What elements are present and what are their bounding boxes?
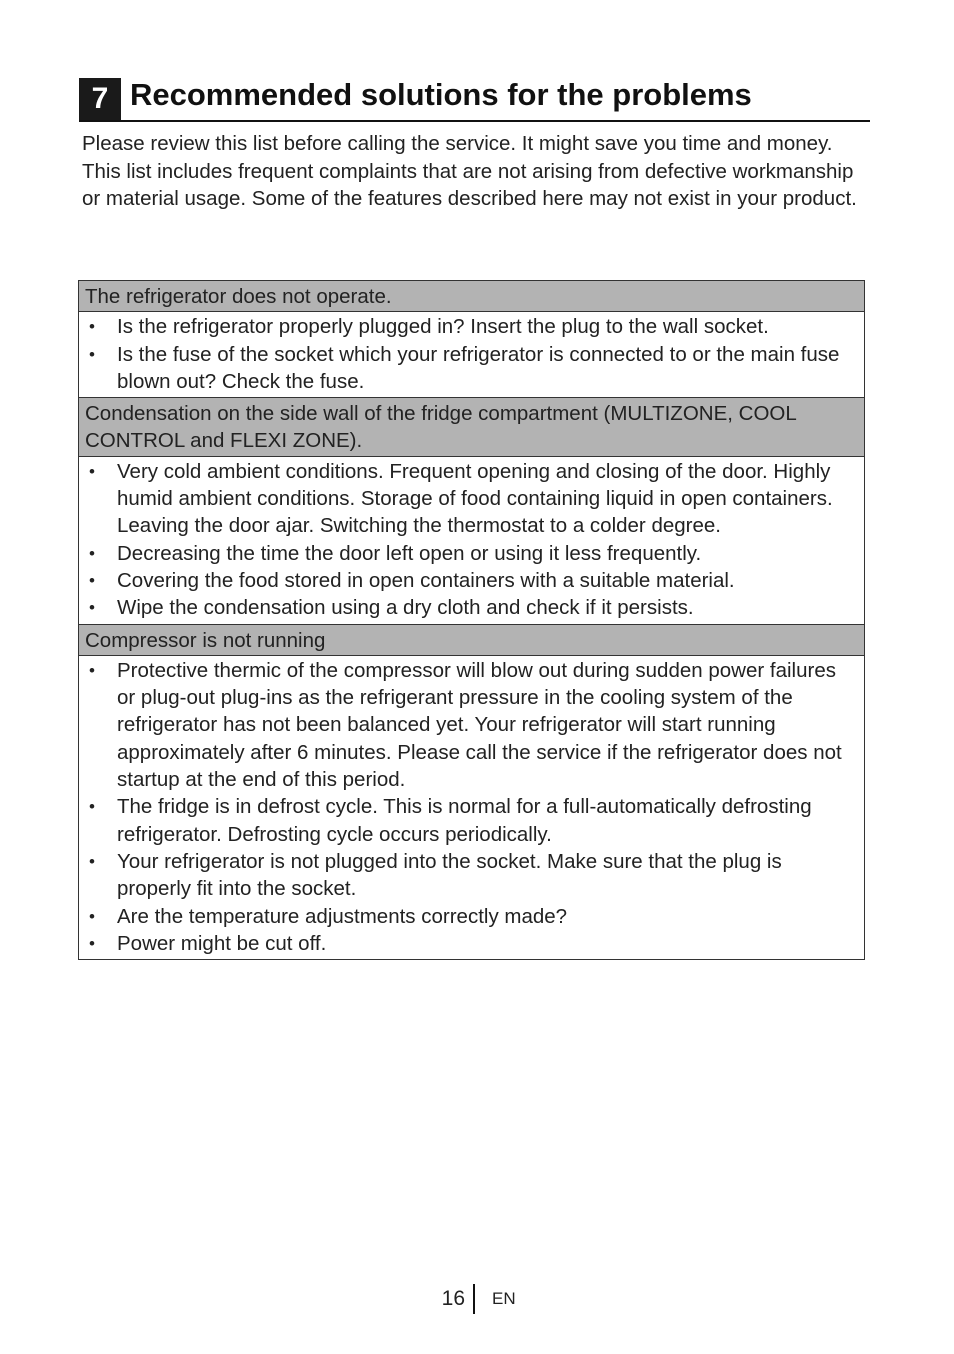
solution-text: Very cold ambient conditions. Frequent opening and closing of the door. Highly humid ambient conditions. Storage of food containing liquid in open containers. Leaving the door ajar. Switching the thermostat to a colder degree.: [117, 459, 833, 538]
solution-text: Is the fuse of the socket which your refrigerator is connected to or the main fuse blown out? Check the fuse.: [117, 342, 840, 393]
bullet-icon: •: [89, 933, 95, 953]
list-item: [85, 657, 856, 793]
problem-group: [79, 398, 864, 624]
problems-table: [78, 280, 865, 960]
bullet-icon: •: [89, 851, 95, 871]
bullet-icon: •: [89, 598, 95, 618]
bullet-icon: •: [89, 317, 95, 337]
list-item: [85, 341, 856, 396]
solution-text: Covering the food stored in open containers with a suitable material.: [117, 568, 735, 592]
list-item: [85, 848, 856, 903]
list-item: [85, 793, 856, 848]
solutions-list: [79, 656, 864, 959]
solution-text: Is the refrigerator properly plugged in? Insert the plug to the wall socket.: [117, 315, 769, 339]
problem-group: [79, 625, 864, 960]
section-title: Recommended solutions for the problems: [130, 77, 752, 112]
list-item: [85, 567, 856, 594]
list-item: [85, 540, 856, 567]
solution-text: The fridge is in defrost cycle. This is normal for a full-automatically defrosting refrigerator. Defrosting cycle occurs periodically.: [117, 795, 812, 846]
bullet-icon: •: [89, 570, 95, 590]
solution-text: Your refrigerator is not plugged into the socket. Make sure that the plug is properly fit into the socket.: [117, 849, 782, 901]
bullet-icon: •: [89, 906, 95, 926]
solution-text: Protective thermic of the compressor will blow out during sudden power failures or plug-out plug-ins as the refrigerant pressure in the cooling system of the refrigerator has not been balanced yet. Your refrigerator will start running approximately after 6 minutes. Please call the service if the refrigerator does not startup at the end of this period.: [117, 658, 842, 792]
list-item: [85, 594, 856, 621]
language-code: EN: [492, 1289, 516, 1308]
list-item: [85, 313, 856, 340]
bullet-icon: •: [89, 660, 95, 680]
solution-text: Wipe the condensation using a dry cloth and check if it persists.: [117, 596, 694, 620]
list-item: [85, 930, 856, 957]
solution-text: Are the temperature adjustments correctly made?: [117, 904, 568, 928]
section-number-badge: 7: [79, 78, 121, 120]
bullet-icon: •: [89, 461, 95, 481]
list-item: [85, 458, 856, 540]
bullet-icon: •: [89, 344, 95, 364]
solutions-list: [79, 457, 864, 625]
solutions-list: [79, 312, 864, 398]
solution-text: Decreasing the time the door left open or using it less frequently.: [117, 541, 702, 565]
footer-divider: [473, 1284, 475, 1314]
list-item: [85, 903, 856, 930]
problem-header: Compressor is not running: [79, 625, 864, 656]
problem-header: The refrigerator does not operate.: [79, 281, 864, 312]
section-header: [79, 78, 870, 122]
bullet-icon: •: [89, 543, 95, 563]
bullet-icon: •: [89, 797, 95, 817]
page-footer: [0, 1284, 954, 1314]
intro-paragraph: Please review this list before calling the service. It might save you time and money. This list includes frequent complaints that are not arising from defective workmanship or material usage. Some of the features described here may not exist in your product.: [82, 132, 857, 210]
problem-header: Condensation on the side wall of the fridge compartment (MULTIZONE, COOL CONTROL and FLEXI ZONE).: [79, 398, 864, 457]
problem-group: [79, 281, 864, 398]
page-number: 16: [441, 1287, 465, 1310]
solution-text: Power might be cut off.: [117, 931, 327, 955]
